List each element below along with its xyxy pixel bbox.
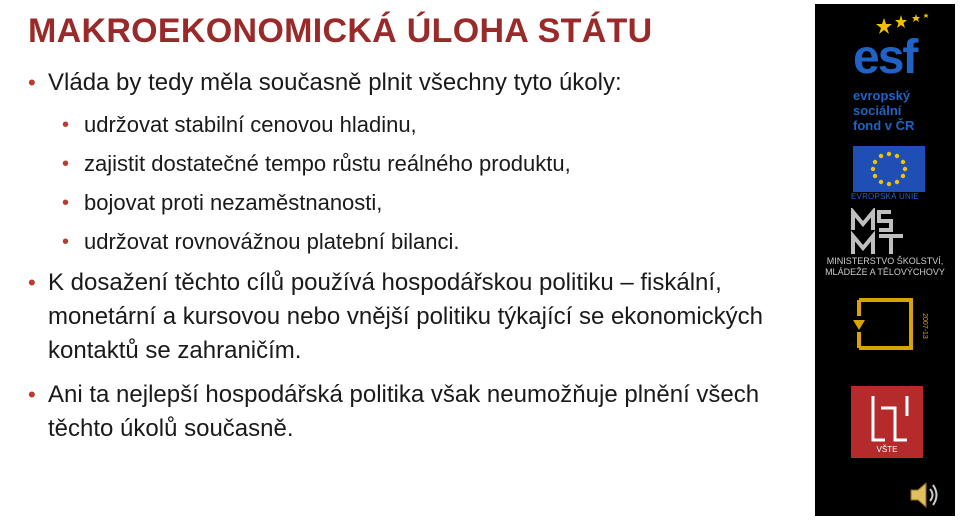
- bullet-dot-icon: •: [28, 382, 36, 407]
- sub-bullet-text: udržovat rovnovážnou platební bilanci.: [84, 229, 460, 254]
- vste-logo-icon: [851, 386, 923, 458]
- eu-label: EVROPSKÁ UNIE: [851, 192, 919, 201]
- op-logo-icon: [851, 296, 931, 358]
- sub-bullet-text: udržovat stabilní cenovou hladinu,: [84, 112, 417, 137]
- esf-caption: [853, 88, 914, 133]
- msmt-logo-icon: [849, 208, 921, 256]
- slide-content: [26, 66, 806, 456]
- bullet-1: [26, 66, 806, 100]
- logo-sidebar: [815, 4, 955, 516]
- sub-bullet: [62, 149, 806, 179]
- bullet-3-text: Ani ta nejlepší hospodářská politika však neumožňuje plnění všech těchto úkolů současně.: [48, 381, 760, 442]
- sub-bullet: [62, 110, 806, 140]
- bullet-dot-icon: •: [62, 114, 70, 136]
- op-year: 2007-13: [921, 313, 928, 339]
- msmt-line-1: MINISTERSTVO ŠKOLSTVÍ,: [826, 256, 944, 266]
- esf-line-2: sociální: [853, 103, 902, 118]
- bullet-dot-icon: •: [62, 153, 70, 175]
- bullet-dot-icon: •: [62, 231, 70, 253]
- sub-bullet-text: zajistit dostatečné tempo růstu reálného produktu,: [84, 151, 571, 176]
- sub-bullet: [62, 188, 806, 218]
- esf-line-1: evropský: [853, 88, 911, 103]
- speaker-icon[interactable]: [907, 478, 941, 512]
- esf-line-3: fond v ČR: [853, 118, 915, 133]
- bullet-1-text: Vláda by tedy měla současně plnit všechny tyto úkoly:: [48, 69, 622, 96]
- vste-label: VŠTE: [876, 445, 898, 454]
- msmt-caption: [815, 256, 955, 278]
- msmt-line-2: MLÁDEŽE A TĚLOVÝCHOVY: [825, 267, 945, 277]
- bullet-dot-icon: •: [28, 70, 36, 95]
- slide-title: MAKROEKONOMICKÁ ÚLOHA STÁTU: [28, 12, 653, 50]
- bullet-dot-icon: •: [62, 192, 70, 214]
- sub-bullet: [62, 227, 806, 257]
- sub-bullet-text: bojovat proti nezaměstnanosti,: [84, 190, 383, 215]
- esf-logo: esf: [853, 31, 917, 84]
- sub-bullet-list: [62, 110, 806, 257]
- eu-flag-icon: [853, 146, 925, 192]
- bullet-3: [26, 378, 806, 446]
- bullet-2-text: K dosažení těchto cílů používá hospodářskou politiku – fiskální, monetární a kursovou nebo vnější politiku týkající se ekonomických kontaktů se zahraničím.: [48, 269, 764, 364]
- bullet-2: [26, 266, 806, 368]
- bullet-dot-icon: •: [28, 270, 36, 295]
